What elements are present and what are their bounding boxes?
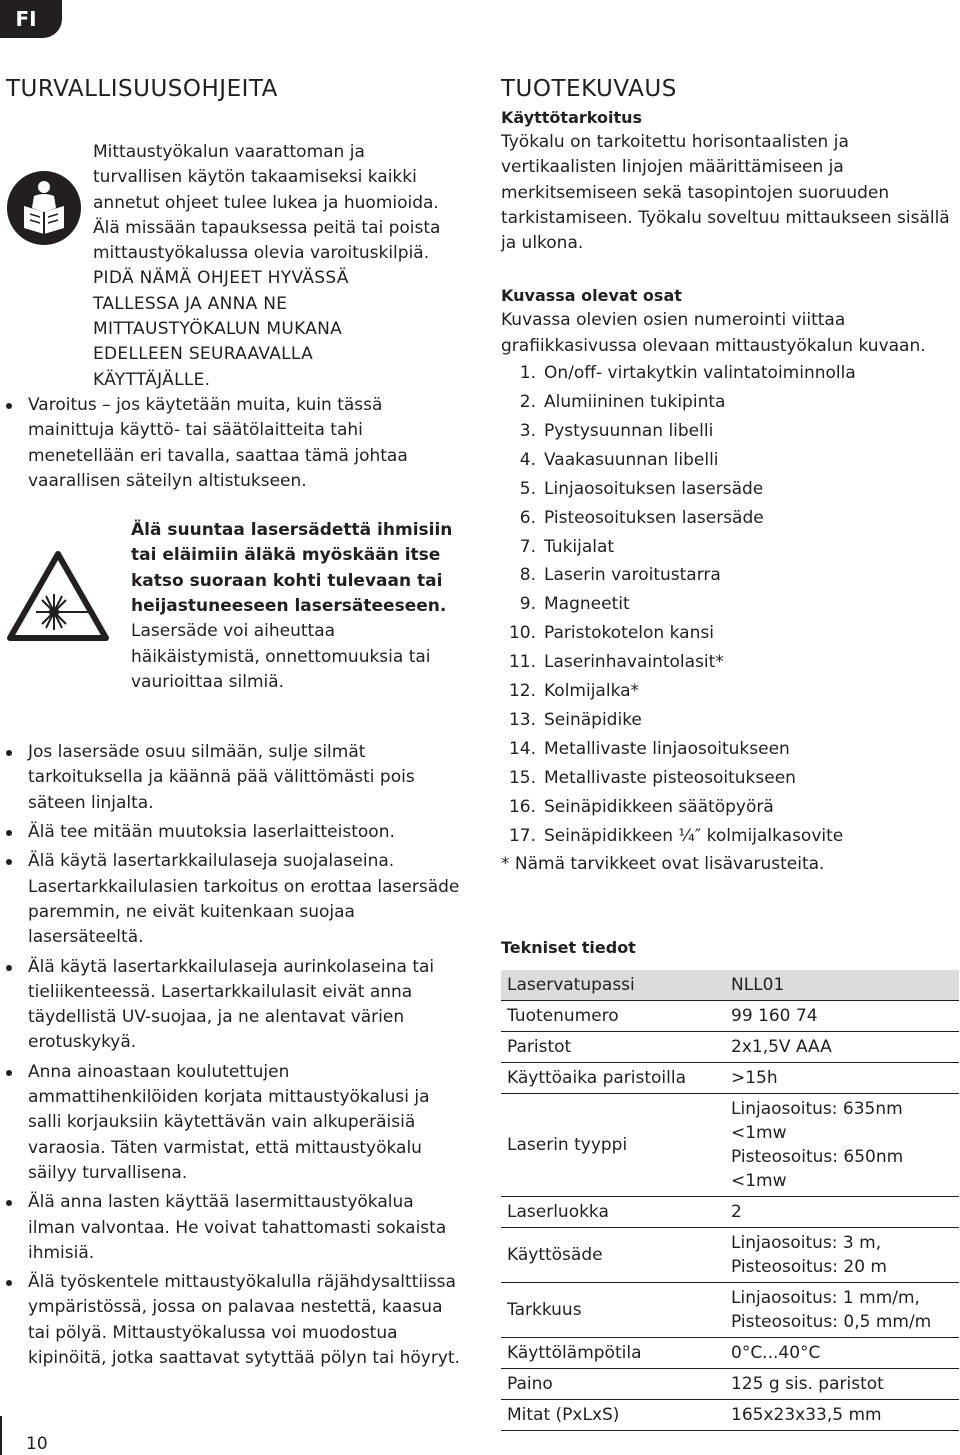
spec-value-line: <1mw: [731, 1171, 787, 1192]
part-label: Linjaosoituksen lasersäde: [544, 478, 764, 499]
intro-line: Mittaustyökalun vaarattoman ja: [93, 142, 365, 162]
page-rule: [0, 1416, 2, 1455]
read-manual-icon: [6, 170, 82, 246]
bullet-item: [6, 1060, 461, 1186]
bullet-dot: [6, 830, 12, 836]
spec-key: Laserluokka: [501, 1197, 725, 1228]
part-label: Seinäpidikkeen säätöpyörä: [544, 796, 774, 817]
bullet-dot: [6, 859, 12, 865]
part-number: 9.: [519, 594, 536, 615]
spec-value: [725, 1001, 959, 1032]
part-number: 15.: [508, 767, 536, 788]
bullet-item: [6, 955, 461, 1056]
language-badge: FI: [0, 0, 62, 38]
bullet-text: Jos lasersäde osuu silmään, sulje silmät tarkoituksella ja käännä pää välittömästi pois säteen linjalta.: [28, 742, 415, 813]
part-number: 7.: [519, 536, 536, 557]
part-item: [501, 446, 959, 475]
part-label: Alumiininen tukipinta: [544, 391, 726, 412]
spec-key: Tuotenumero: [501, 1001, 725, 1032]
bullet-text: Varoitus – jos käytetään muita, kuin tässä mainittuja käyttö- tai säätölaitteita tahi menetellään eri tavalla, saattaa tämä johtaa vaarallisen säteilyn altistukseen.: [28, 394, 408, 491]
bullet-text: Älä käytä lasertarkkailulaseja aurinkolaseina tai tieliikenteessä. Lasertarkkailulasit eivät anna täydellistä UV-suojaa, ja ne alentavat värien erotuskykyä.: [28, 956, 435, 1053]
part-label: Paristokotelon kansi: [544, 623, 714, 644]
part-item: [501, 504, 959, 533]
spec-value: [725, 1063, 959, 1094]
spec-row: [501, 1283, 959, 1338]
part-item: [501, 475, 959, 504]
part-item: [501, 735, 959, 764]
use-text: Työkalu on tarkoitettu horisontaalisten ja vertikaalisten linjojen määrittämiseen ja merkitsemiseen sekä tasopintojen suoruuden tarkistamiseen. Työkalu soveltuu mittaukseen sisällä ja ulkona.: [501, 132, 950, 254]
laser-hazard-icon: [6, 550, 110, 642]
bullet-text: Älä tee mitään muutoksia laserlaitteistoon.: [28, 822, 395, 843]
spec-key: Paino: [501, 1369, 725, 1400]
spec-key: Laserin tyyppi: [501, 1094, 725, 1197]
spec-value: [725, 970, 959, 1001]
spec-value-line: 99 160 74: [731, 1006, 818, 1027]
spec-row: [501, 1001, 959, 1032]
product-column: [501, 72, 959, 1431]
part-label: On/off- virtakytkin valintatoiminnolla: [544, 363, 856, 384]
part-number: 12.: [508, 681, 536, 702]
bullet-item: [6, 1270, 461, 1371]
spec-key: Käyttölämpötila: [501, 1338, 725, 1369]
intro-line: turvallisen käytön takaamiseksi kaikki: [93, 167, 417, 188]
part-number: 2.: [519, 391, 536, 412]
part-number: 14.: [508, 738, 536, 759]
part-item: [501, 706, 959, 735]
part-item: [501, 648, 959, 677]
spec-row: [501, 1032, 959, 1063]
intro-line: Älä missään tapauksessa peitä tai poista: [93, 217, 441, 238]
part-item: [501, 533, 959, 562]
intro-line: PIDÄ NÄMÄ OHJEET HYVÄSSÄ: [93, 268, 349, 289]
spec-value: [725, 1197, 959, 1228]
spec-value: [725, 1228, 959, 1283]
part-label: Vaakasuunnan libelli: [544, 449, 719, 470]
bullet-item: [6, 820, 461, 845]
spec-value-line: Pisteosoitus: 650nm: [731, 1147, 904, 1168]
part-label: Magneetit: [544, 594, 630, 615]
part-label: Laserin varoitustarra: [544, 565, 721, 586]
spec-value-line: Pisteosoitus: 0,5 mm/m: [731, 1312, 932, 1333]
spec-key: Käyttöaika paristoilla: [501, 1063, 725, 1094]
spec-value-line: <1mw: [731, 1123, 787, 1144]
part-item: [501, 590, 959, 619]
spec-row: [501, 1094, 959, 1197]
spec-row: [501, 1228, 959, 1283]
spec-value: [725, 1094, 959, 1197]
laser-warning-normal: Lasersäde voi aiheuttaa häikäistymistä, onnettomuuksia tai vaurioittaa silmiä.: [131, 621, 431, 692]
part-item: [501, 388, 959, 417]
spec-value: [725, 1400, 959, 1431]
part-label: Seinäpidike: [544, 709, 642, 730]
bullet-item: [6, 849, 461, 950]
part-item: [501, 793, 959, 822]
part-item: [501, 764, 959, 793]
bullet-dot: [6, 1280, 12, 1286]
spec-value-line: 0°C...40°C: [731, 1343, 821, 1364]
spec-value: [725, 1032, 959, 1063]
part-item: [501, 677, 959, 706]
part-number: 10.: [508, 623, 536, 644]
bullet-text: Älä työskentele mittaustyökalulla räjähdysalttiissa ympäristössä, jossa on palavaa nestettä, kaasua tai pölyä. Mittaustyökalussa voi muodostua kipinöitä, jotka saattavat sytyttää pölyn tai höyryt.: [28, 1272, 460, 1368]
spec-value-line: NLL01: [731, 975, 785, 996]
parts-list: [501, 359, 959, 850]
part-item: [501, 561, 959, 590]
spec-value-line: Pisteosoitus: 20 m: [731, 1257, 887, 1278]
part-number: 13.: [508, 709, 536, 730]
bullet-text: Älä käytä lasertarkkailulaseja suojalaseina. Lasertarkkailulasien tarkoitus on erottaa lasersäde paremmin, ne eivät kuitenkaan suojaa lasersäteeltä.: [28, 851, 460, 948]
laser-warning-text: [131, 518, 461, 695]
intro-line: KÄYTTÄJÄLLE.: [93, 369, 211, 390]
intro-line: mittaustyökalussa olevia varoituskilpiä.: [93, 243, 430, 264]
intro-line: EDELLEEN SEURAAVALLA: [93, 344, 313, 365]
specs-table: [501, 970, 959, 1431]
spec-value-line: 2x1,5V AAA: [731, 1037, 832, 1058]
spec-value-line: >15h: [731, 1068, 778, 1089]
part-label: Pystysuunnan libelli: [544, 420, 714, 441]
laser-warning-bold: Älä suuntaa lasersädettä ihmisiin tai eläimiin äläkä myöskään itse katso suoraan kohti tulevaan tai heijastuneeseen lasersäteeseen.: [131, 520, 453, 617]
part-label: Metallivaste linjaosoitukseen: [544, 738, 790, 759]
spec-value: [725, 1338, 959, 1369]
spec-value-line: 165x23x33,5 mm: [731, 1405, 882, 1426]
spec-row: [501, 1063, 959, 1094]
intro-line: annetut ohjeet tulee lukea ja huomioida.: [93, 192, 439, 213]
spec-value-line: 2: [731, 1202, 742, 1223]
part-item: [501, 619, 959, 648]
spec-row: [501, 1369, 959, 1400]
bullet-item: [6, 393, 461, 494]
part-label: Metallivaste pisteosoitukseen: [544, 767, 796, 788]
part-number: 3.: [519, 420, 536, 441]
part-item: [501, 417, 959, 446]
spec-key: Tarkkuus: [501, 1283, 725, 1338]
part-label: Pisteosoituksen lasersäde: [544, 507, 764, 528]
bullet-dot: [6, 403, 12, 409]
intro-block: [6, 140, 461, 393]
spec-key: Laservatupassi: [501, 970, 725, 1001]
part-item: [501, 359, 959, 388]
part-number: 11.: [508, 652, 536, 673]
spec-row: [501, 1400, 959, 1431]
tech-heading: Tekniset tiedot: [501, 938, 636, 958]
parts-heading: Kuvassa olevat osat: [501, 286, 682, 306]
intro-line: TALLESSA JA ANNA NE: [93, 293, 288, 314]
part-number: 8.: [519, 565, 536, 586]
spec-row: [501, 1197, 959, 1228]
use-heading: Käyttötarkoitus: [501, 108, 643, 127]
spec-key: Käyttösäde: [501, 1228, 725, 1283]
bullet-dot: [6, 1070, 12, 1076]
safety-column: [6, 72, 461, 1375]
spec-value-line: 125 g sis. paristot: [731, 1374, 884, 1395]
bullet-item: [6, 1190, 461, 1266]
part-number: 1.: [519, 363, 536, 384]
bullet-dot: [6, 750, 12, 756]
spec-key: Paristot: [501, 1032, 725, 1063]
part-label: Seinäpidikkeen ¼″ kolmijalkasovite: [544, 825, 844, 846]
spec-value-line: Linjaosoitus: 3 m,: [731, 1233, 882, 1254]
part-label: Laserinhavaintolasit*: [544, 652, 724, 673]
bullet-item: [6, 740, 461, 816]
safety-bullet-list: [6, 740, 461, 1371]
intro-line: MITTAUSTYÖKALUN MUKANA: [93, 319, 343, 340]
spec-value: [725, 1283, 959, 1338]
part-number: 4.: [519, 449, 536, 470]
part-number: 5.: [519, 478, 536, 499]
spec-row: [501, 1338, 959, 1369]
spec-key: Mitat (PxLxS): [501, 1400, 725, 1431]
part-label: Kolmijalka*: [544, 681, 640, 702]
bullet-dot: [6, 965, 12, 971]
part-item: [501, 822, 959, 851]
bullet-text: Älä anna lasten käyttää lasermittaustyökalua ilman valvontaa. He voivat tahattomasti sokaista ihmisiä.: [28, 1192, 447, 1263]
part-number: 17.: [508, 825, 536, 846]
page-number: 10: [26, 1434, 48, 1454]
product-title: TUOTEKUVAUS: [501, 76, 677, 102]
spec-value-line: Linjaosoitus: 635nm: [731, 1099, 903, 1120]
bullet-text: Anna ainoastaan koulutettujen ammattihenkilöiden korjata mittaustyökalusi ja salli korjauksiin käytettävän vain alkuperäisiä varaosia. Täten varmistat, että mittaustyökalu säilyy turvallisena.: [28, 1061, 430, 1183]
safety-title: TURVALLISUUSOHJEITA: [6, 76, 278, 102]
warning-bullet-list: [6, 393, 461, 494]
accessories-footnote: * Nämä tarvikkeet ovat lisävarusteita.: [501, 854, 825, 875]
laser-warning-block: [6, 518, 461, 700]
part-number: 16.: [508, 796, 536, 817]
intro-text: [93, 140, 461, 393]
part-number: 6.: [519, 507, 536, 528]
bullet-dot: [6, 1200, 12, 1206]
spec-row: [501, 970, 959, 1001]
parts-intro: Kuvassa olevien osien numerointi viittaa grafiikkasivussa olevaan mittaustyökalun kuvaan.: [501, 310, 926, 356]
spec-value: [725, 1369, 959, 1400]
part-label: Tukijalat: [544, 536, 615, 557]
spec-value-line: Linjaosoitus: 1 mm/m,: [731, 1288, 920, 1309]
